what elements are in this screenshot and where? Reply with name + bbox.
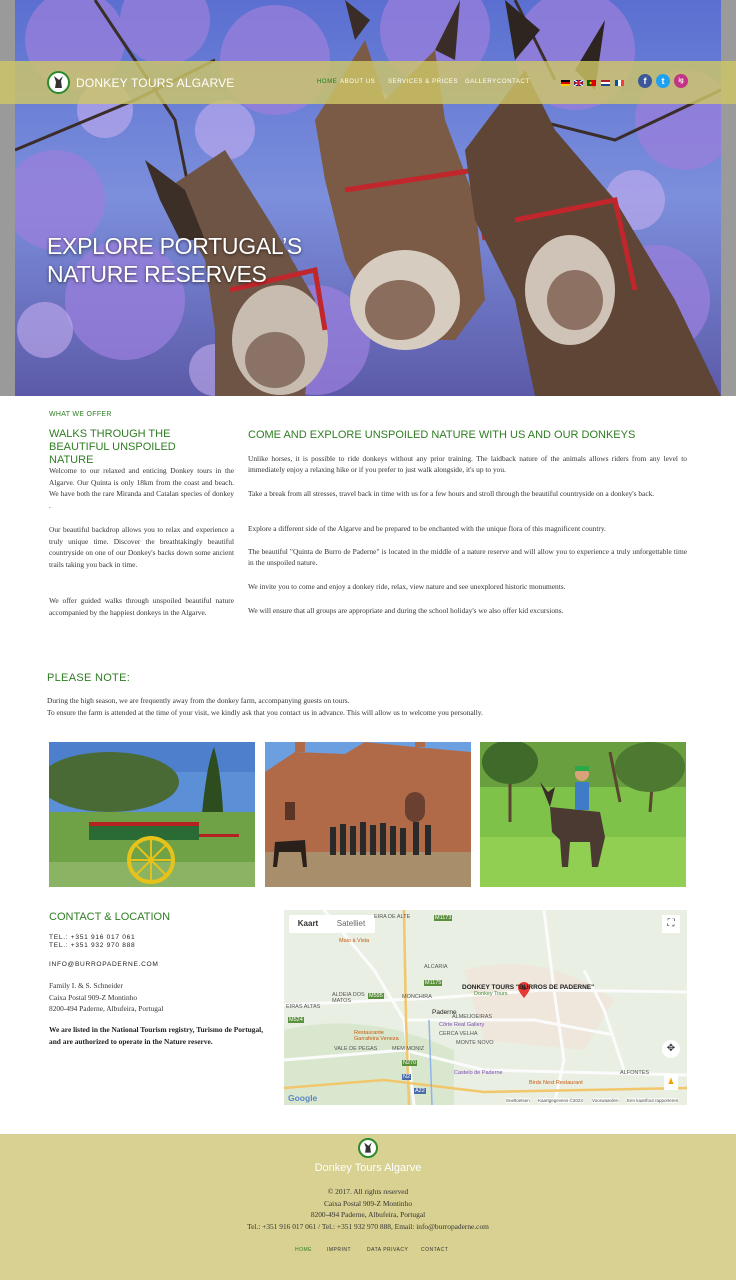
map-road-m595: M595: [369, 993, 383, 999]
map-place-alfontes: ALFONTES: [620, 1070, 650, 1076]
contact-heading: CONTACT & LOCATION: [49, 911, 171, 923]
right-paragraph-3: Explore a different side of the Algarve and be prepared to be enchanted with the unique flora of this magnificent country.: [248, 524, 606, 533]
hero-banner: [15, 0, 721, 396]
right-paragraph-2: Take a break from all stresses, travel back in time with us for a few hours and stroll through the beautiful countryside on a donkey's back.: [248, 489, 655, 498]
tourism-registry-note: We are listed in the National Tourism registry, Turismo de Portugal, and are authorized to operate in the Nature reserve.: [49, 1025, 264, 1046]
footer-nav-data-privacy[interactable]: DATA PRIVACY: [367, 1247, 409, 1253]
footer-nav-contact[interactable]: CONTACT: [421, 1247, 449, 1253]
location-map[interactable]: [284, 910, 687, 1105]
gallery-photo-rider[interactable]: [480, 742, 686, 887]
map-attrib-report-error[interactable]: Een kaartfout rapporteren: [627, 1098, 679, 1103]
instagram-icon[interactable]: ig: [674, 74, 688, 88]
nav-contact[interactable]: CONTACT: [497, 79, 530, 85]
nav-about-us[interactable]: ABOUT US: [340, 79, 376, 85]
twitter-icon[interactable]: t: [656, 74, 670, 88]
facebook-icon[interactable]: f: [638, 74, 652, 88]
map-attrib-data: Kaartgegevens ©2023: [538, 1098, 583, 1103]
note-heading: PLEASE NOTE:: [47, 672, 131, 684]
note-line-2: To ensure the farm is attended at the time of your visit, we kindly ask that you contact us in advance. This will allow us to welcome you personally.: [47, 708, 483, 717]
footer-address-1: Caixa Postal 909-Z Montinho: [323, 1199, 413, 1208]
map-place-castelo-de-paderne: Castelo de Paderne: [454, 1070, 503, 1076]
map-place-monchira: MONCHIRA: [402, 994, 432, 1000]
brand-name[interactable]: DONKEY TOURS ALGARVE: [76, 76, 235, 90]
fullscreen-icon[interactable]: ⛶: [662, 915, 680, 933]
map-place-monte-novo: MONTE NOVO: [456, 1040, 494, 1046]
right-margin-bar: [721, 0, 736, 396]
footer-address-2: 8200-494 Paderne, Albufeira, Portugal: [310, 1210, 426, 1219]
map-marker-label: DONKEY TOURS "BURROS DE PADERNE": [462, 984, 595, 991]
map-place-aldeia-dos-matos: ALDEIA DOS MATOS: [332, 992, 365, 1004]
footer-contact-line[interactable]: Tel.: +351 916 017 061 / Tel.: +351 932 970 888, Email: info@burropaderne.com: [247, 1222, 489, 1231]
german-flag-icon[interactable]: [561, 80, 570, 86]
map-place-alcaria: ALCARIA: [424, 964, 448, 970]
section-kicker: WHAT WE OFFER: [49, 411, 112, 418]
map-attrib-terms[interactable]: Voorwaarden: [592, 1098, 619, 1103]
left-margin-bar: [0, 0, 15, 396]
map-road-a22: A22: [415, 1088, 425, 1094]
map-location-control-icon[interactable]: ✥: [662, 1040, 680, 1058]
footer-nav-home[interactable]: HOME: [295, 1247, 312, 1253]
phone-1[interactable]: TEL.: +351 916 017 061: [49, 934, 136, 941]
nav-home[interactable]: HOME: [317, 79, 338, 85]
email-link[interactable]: INFO@BURROPADERNE.COM: [49, 961, 159, 968]
map-type-map-tab[interactable]: Kaart: [289, 915, 327, 933]
hero-title: EXPLORE PORTUGAL’S NATURE RESERVES: [47, 233, 302, 287]
right-paragraph-6: We will ensure that all groups are appropriate and during the school holiday's we also offer kid excursions.: [248, 606, 564, 615]
address-name: Family I. & S. Schneider: [49, 981, 123, 990]
dutch-flag-icon[interactable]: [601, 80, 610, 86]
right-heading: COME AND EXPLORE UNSPOILED NATURE WITH US AND OUR DONKEYS: [248, 429, 636, 441]
map-place-eira-de-alte: EIRA DE ALTE: [374, 914, 411, 920]
map-type-satellite-tab[interactable]: Satelliet: [327, 915, 375, 933]
map-place-mem-moniz: MEM MONIZ: [392, 1046, 425, 1052]
footer-donkey-logo-icon: [358, 1138, 378, 1158]
left-paragraph-3: We offer guided walks through unspoiled beautiful nature accompanied by the happiest donkeys in the Algarve.: [49, 596, 234, 617]
address-postal: Caixa Postal 909-Z Montinho: [49, 993, 138, 1002]
gallery-photo-cart[interactable]: [49, 742, 255, 887]
phone-2[interactable]: TEL.: +351 932 970 888: [49, 942, 136, 949]
donkey-logo-icon[interactable]: [47, 71, 70, 94]
map-road-n2: N2: [403, 1074, 411, 1080]
map-place-birds-nest-restaurant: Birds Nest Restaurant: [529, 1080, 583, 1086]
google-logo[interactable]: Google: [288, 1093, 318, 1103]
french-flag-icon[interactable]: [615, 80, 624, 86]
map-road-n270: N270: [403, 1060, 417, 1066]
map-road-m1173: M1173: [435, 915, 452, 921]
note-line-1: During the high season, we are frequently away from the donkey farm, accompanying guests on tours.: [47, 696, 350, 705]
left-paragraph-1: Welcome to our relaxed and enticing Donkey tours in the Algarve. Our Quinta is only 18km from the coast and beach. We have both the rare Miranda and Catalan species of donkey .: [49, 466, 234, 511]
map-place-vale-de-pegas: VALE DE PEGAS: [334, 1046, 378, 1052]
footer-nav-imprint[interactable]: IMPRINT: [327, 1247, 352, 1253]
right-paragraph-4: The beautiful "Quinta de Burro de Paderne" is located in the middle of a nature reserve and will allow you to experience a truly unforgettable time in the unspoiled nature.: [248, 547, 687, 568]
map-place-restaurante-veneza: Restaurante Garrafeira Veneza: [354, 1030, 399, 1042]
left-paragraph-2: Our beautiful backdrop allows you to relax and experience a truly unique time. Discover the breathtakingly beautiful countryside on one of our Donkey's backs down some ancient trails taking you back in time.: [49, 525, 234, 570]
map-place-almeijoeiras: ALMEIJOEIRAS: [452, 1014, 493, 1020]
street-view-pegman-icon[interactable]: ♟: [664, 1074, 678, 1090]
map-attrib-shortcuts[interactable]: Sneltoetsen: [506, 1098, 530, 1103]
footer-copyright: © 2017. All rights reserved: [327, 1187, 409, 1196]
english-flag-icon[interactable]: [574, 80, 583, 86]
gallery-photo-castle[interactable]: [265, 742, 471, 887]
map-road-m1175: M1175: [425, 980, 442, 986]
map-road-m524: M524: [289, 1017, 303, 1023]
map-place-corte-real-gallery: Côrte Real Gallery: [439, 1022, 485, 1028]
hero-image-donkeys: [15, 0, 721, 396]
map-place-maio-a-vista: Maio à Vista: [339, 938, 370, 944]
map-marker-sublabel: Donkey Tours: [474, 991, 508, 997]
top-navigation-bar: [0, 61, 736, 104]
map-place-paderne: Paderne: [432, 1009, 457, 1016]
nav-services-prices[interactable]: SERVICES & PRICES: [388, 79, 459, 85]
map-place-eiras-altas: EIRAS ALTAS: [286, 1004, 321, 1010]
address-city: 8200-494 Paderne, Albufeira, Portugal: [49, 1004, 164, 1013]
left-heading: WALKS THROUGH THE BEAUTIFUL UNSPOILED NATURE: [49, 428, 176, 466]
map-place-cerca-velha: CERCA VELHA: [439, 1031, 478, 1037]
footer-brand: Donkey Tours Algarve: [314, 1162, 422, 1174]
right-paragraph-1: Unlike horses, it is possible to ride donkeys without any prior training. The laidback nature of the animals allows riders from any level to immediately enjoy a relaxing hike or if you prefer to just walk alongside, it's up to you.: [248, 454, 687, 475]
right-paragraph-5: We invite you to come and enjoy a donkey ride, relax, view nature and see unexplored historic monuments.: [248, 582, 566, 591]
nav-gallery[interactable]: GALLERY: [465, 79, 497, 85]
portuguese-flag-icon[interactable]: [587, 80, 596, 86]
